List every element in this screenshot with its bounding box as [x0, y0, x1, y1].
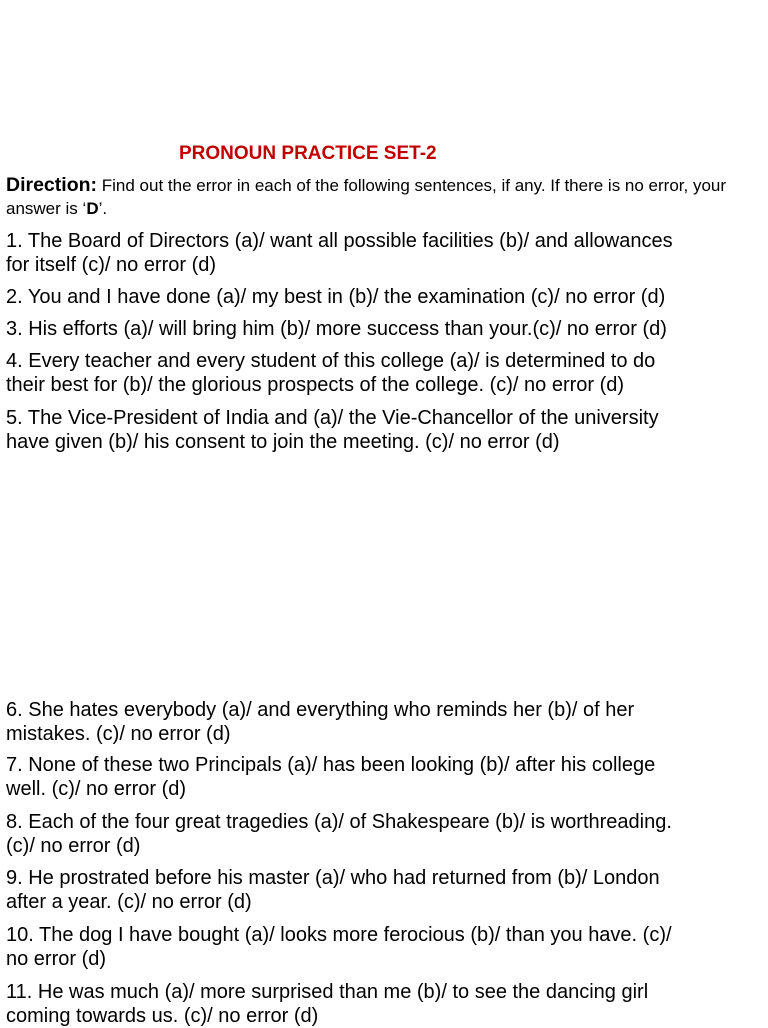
page-title: PRONOUN PRACTICE SET-2 [179, 143, 437, 164]
direction-text: Find out the error in each of the following sentences, if any. If there is no error, your answer is ‘ [6, 176, 727, 218]
question-line: 4. Every teacher and every student of this college (a)/ is determined to do [6, 350, 656, 372]
question-10 [6, 923, 762, 971]
direction-text-end: ’. [98, 199, 108, 218]
question-line: have given (b)/ his consent to join the meeting. (c)/ no error (d) [6, 431, 560, 453]
question-line: 2. You and I have done (a)/ my best in (b)/ the examination (c)/ no error (d) [6, 286, 666, 308]
question-line: coming towards us. (c)/ no error (d) [6, 1005, 319, 1027]
question-2 [6, 285, 762, 309]
direction-paragraph [6, 174, 746, 220]
question-line: mistakes. (c)/ no error (d) [6, 723, 231, 745]
question-line: 1. The Board of Directors (a)/ want all possible facilities (b)/ and allowances [6, 230, 673, 252]
question-5 [6, 406, 762, 454]
question-4 [6, 349, 762, 397]
question-line: for itself (c)/ no error (d) [6, 254, 217, 276]
question-3 [6, 317, 762, 341]
question-6 [6, 698, 762, 746]
direction-answer-letter: D [86, 199, 99, 218]
question-line: 8. Each of the four great tragedies (a)/ of Shakespeare (b)/ is worthreading. [6, 811, 672, 833]
question-11 [6, 980, 762, 1028]
question-line: no error (d) [6, 948, 107, 970]
question-line: 3. His efforts (a)/ will bring him (b)/ more success than your.(c)/ no error (d) [6, 318, 667, 340]
question-9 [6, 866, 762, 914]
question-line: their best for (b)/ the glorious prospects of the college. (c)/ no error (d) [6, 374, 625, 396]
question-line: 6. She hates everybody (a)/ and everything who reminds her (b)/ of her [6, 699, 635, 721]
direction-label: Direction: [6, 174, 98, 196]
question-line: 5. The Vice-President of India and (a)/ the Vie-Chancellor of the university [6, 407, 659, 429]
question-line: 10. The dog I have bought (a)/ looks more ferocious (b)/ than you have. (c)/ [6, 924, 672, 946]
question-1 [6, 229, 762, 277]
question-line: 11. He was much (a)/ more surprised than me (b)/ to see the dancing girl [6, 981, 649, 1003]
question-line: 9. He prostrated before his master (a)/ who had returned from (b)/ London [6, 867, 660, 889]
question-line: after a year. (c)/ no error (d) [6, 891, 252, 913]
question-7 [6, 753, 762, 801]
question-8 [6, 810, 762, 858]
question-line: well. (c)/ no error (d) [6, 778, 187, 800]
question-line: (c)/ no error (d) [6, 835, 141, 857]
question-line: 7. None of these two Principals (a)/ has been looking (b)/ after his college [6, 754, 656, 776]
